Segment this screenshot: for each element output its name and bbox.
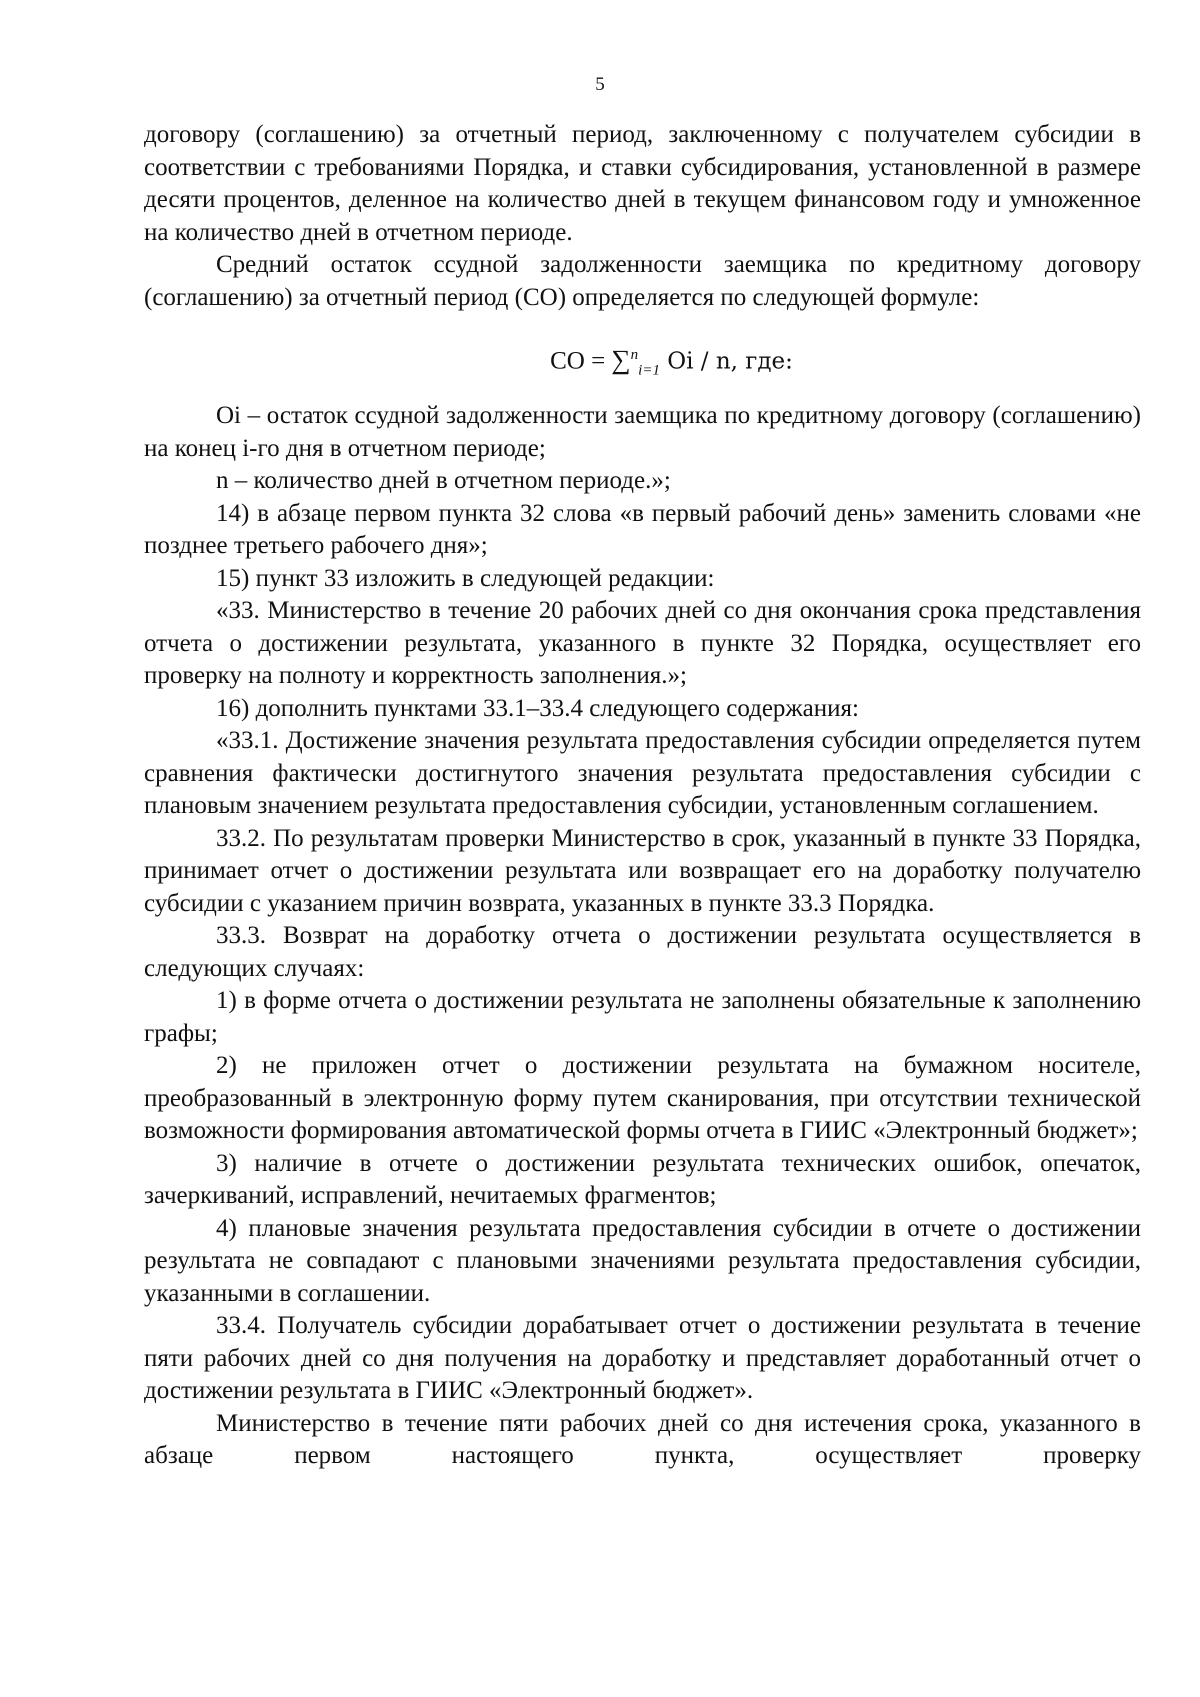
paragraph-clause-33-1: «33.1. Достижение значения результата предоставления субсидии определяется путем сравнения фактически достигнутого значения результата предоставления субсидии с плановым значением результата предоставления субсидии, установленным соглашением. [144,727,1141,819]
formula-rest: / n, где: [693,348,793,375]
formula-average-balance [144,336,1141,379]
paragraph-case-2: 2) не приложен отчет о достижении результата на бумажном носителе, преобразованный в электронную форму путем сканирования, при отсутствии технической возможности формирования автоматической формы отчета в ГИИС «Электронный бюджет»; [144,1052,1141,1144]
paragraph-item-16: 16) дополнить пунктами 33.1–33.4 следующего содержания: [216,694,859,722]
paragraph-clause-33: «33. Министерство в течение 20 рабочих дней со дня окончания срока представления отчета о достижении результата, указанного в пункте 32 Порядка, осуществляет его проверку на полноту и корректность заполнения.»; [144,597,1141,689]
paragraph-clause-33-2: 33.2. По результатам проверки Министерство в срок, указанный в пункте 33 Порядка, принимает отчет о достижении результата или возвращает его на доработку получателю субсидии с указанием причин возврата, указанных в пункте 33.3 Порядка. [144,824,1141,917]
formula-lhs: СО = [550,347,612,375]
paragraph-item-15: 15) пункт 33 изложить в следующей редакции: [216,564,715,592]
paragraph-average-balance-intro: Средний остаток ссудной задолженности заемщика по кредитному договору (соглашению) за отчетный период (СО) определяется по следующей формуле: [144,251,1141,311]
paragraph-n-definition: n – количество дней в отчетном периоде.»; [216,467,671,494]
formula-term: Oi [659,348,694,375]
formula-sum-symbol: ∑ [611,344,631,375]
paragraph-clause-33-4: 33.4. Получатель субсидии дорабатывает отчет о достижении результата в течение пяти рабочих дней со дня получения на доработку и представляет доработанный отчет о достижении результата в ГИИС «Электронный бюджет». [144,1312,1141,1404]
paragraph-case-1: 1) в форме отчета о достижении результата не заполнены обязательные к заполнению графы; [144,987,1141,1047]
paragraph-case-3: 3) наличие в отчете о достижении результата технических ошибок, опечаток, зачеркиваний, исправлений, нечитаемых фрагментов; [144,1149,1141,1209]
paragraph-case-4: 4) плановые значения результата предоставления субсидии в отчете о достижении результата не совпадают с плановыми значениями результата предоставления субсидии, указанными в соглашении. [144,1214,1141,1307]
paragraph-clause-33-3: 33.3. Возврат на доработку отчета о достижении результата осуществляется в следующих случаях: [144,922,1141,982]
formula-lower-limit: i=1 [638,362,660,379]
paragraph-ministry-check: Министерство в течение пяти рабочих дней со дня истечения срока, указанного в абзаце первом настоящего пункта, осуществляет проверку [144,1409,1141,1469]
page-number: 5 [595,74,605,95]
document-body [144,119,1141,1473]
paragraph-continuation: договору (соглашению) за отчетный период, заключенному с получателем субсидии в соответствии с требованиями Порядка, и ставки субсидирования, установленной в размере десяти процентов, деленное на количество дней в текущем финансовом году и умноженное на количество дней в отчетном периоде. [144,121,1141,246]
formula-sum [611,336,660,389]
paragraph-oi-definition: Oi – остаток ссудной задолженности заемщика по кредитному договору (соглашению) на конец i-го дня в отчетном периоде; [144,402,1141,462]
paragraph-item-14: 14) в абзаце первом пункта 32 слова «в первый рабочий день» заменить словами «не позднее третьего рабочего дня»; [144,499,1141,559]
formula-upper-limit: n [630,347,639,363]
